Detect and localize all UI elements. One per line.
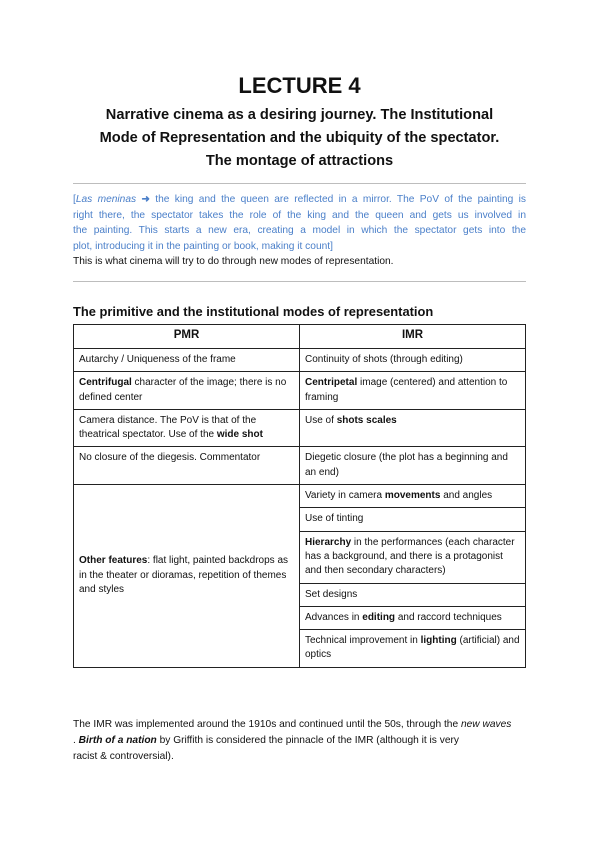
- subtitle-line: Narrative cinema as a desiring journey. The Institutional: [105, 107, 494, 123]
- intro-note: [73, 192, 526, 270]
- plain-note: This is what cinema will try to do through new modes of representation.: [73, 256, 394, 267]
- imr-cell: Diegetic closure (the plot has a beginning and an end): [300, 447, 526, 485]
- imr-cell: Hierarchy in the performances (each character has a background, and there is a protagonist and then secondary characters): [300, 531, 526, 583]
- lecture-title: LECTURE 4: [238, 73, 361, 98]
- pmr-cell: Centrifugal character of the image; there is no defined center: [74, 372, 300, 410]
- imr-cell: Use of shots scales: [300, 409, 526, 447]
- table-row: [74, 447, 526, 485]
- las-meninas-note: [Las meninas ➜ the king and the queen are reflected in a mirror. The PoV of the painting is right there, the spectator takes the role of the king and the queen and gets us involved in the painting. This starts a new era, creating a model in which the spectator gets into the plot, introducing it in the painting or book, making it count]: [73, 194, 526, 252]
- italic-term: Las meninas: [75, 194, 137, 205]
- divider: [73, 281, 526, 282]
- column-header-imr: IMR: [300, 325, 526, 349]
- lecture-subtitle: [73, 104, 526, 173]
- new-waves-term: new waves: [460, 719, 512, 730]
- pmr-cell: Autarchy / Uniqueness of the frame: [74, 349, 300, 372]
- modes-table: [73, 324, 526, 668]
- table-row: [74, 485, 526, 508]
- pmr-other-features-cell: Other features: flat light, painted backdrops as in the theater or dioramas, repetition of themes and styles: [74, 485, 300, 668]
- imr-cell: Technical improvement in lighting (artificial) and optics: [300, 630, 526, 668]
- imr-cell: Continuity of shots (through editing): [300, 349, 526, 372]
- table-row: [74, 349, 526, 372]
- section-heading: The primitive and the institutional modes of representation: [73, 304, 434, 319]
- column-header-pmr: PMR: [74, 325, 300, 349]
- subtitle-line: The montage of attractions: [205, 153, 394, 169]
- subtitle-line: Mode of Representation and the ubiquity of the spectator.: [99, 130, 500, 146]
- table-row: [74, 409, 526, 447]
- imr-cell: Variety in camera movements and angles: [300, 485, 526, 508]
- pmr-cell: No closure of the diegesis. Commentator: [74, 447, 300, 485]
- table-row: [74, 372, 526, 410]
- divider: [73, 183, 526, 184]
- imr-cell: Centripetal image (centered) and attention to framing: [300, 372, 526, 410]
- film-title: Birth of a nation: [78, 735, 157, 746]
- table-header-row: [74, 325, 526, 349]
- closing-paragraph: The IMR was implemented around the 1910s and continued until the 50s, through the new waves . Birth of a nation by Griffith is considered the pinnacle of the IMR (although it is very racist & controversial).: [73, 719, 512, 762]
- imr-cell: Use of tinting: [300, 508, 526, 531]
- imr-cell: Advances in editing and raccord techniques: [300, 606, 526, 629]
- arrow-icon: ➜: [141, 194, 150, 205]
- imr-cell: Set designs: [300, 583, 526, 606]
- pmr-cell: Camera distance. The PoV is that of the theatrical spectator. Use of the wide shot: [74, 409, 300, 447]
